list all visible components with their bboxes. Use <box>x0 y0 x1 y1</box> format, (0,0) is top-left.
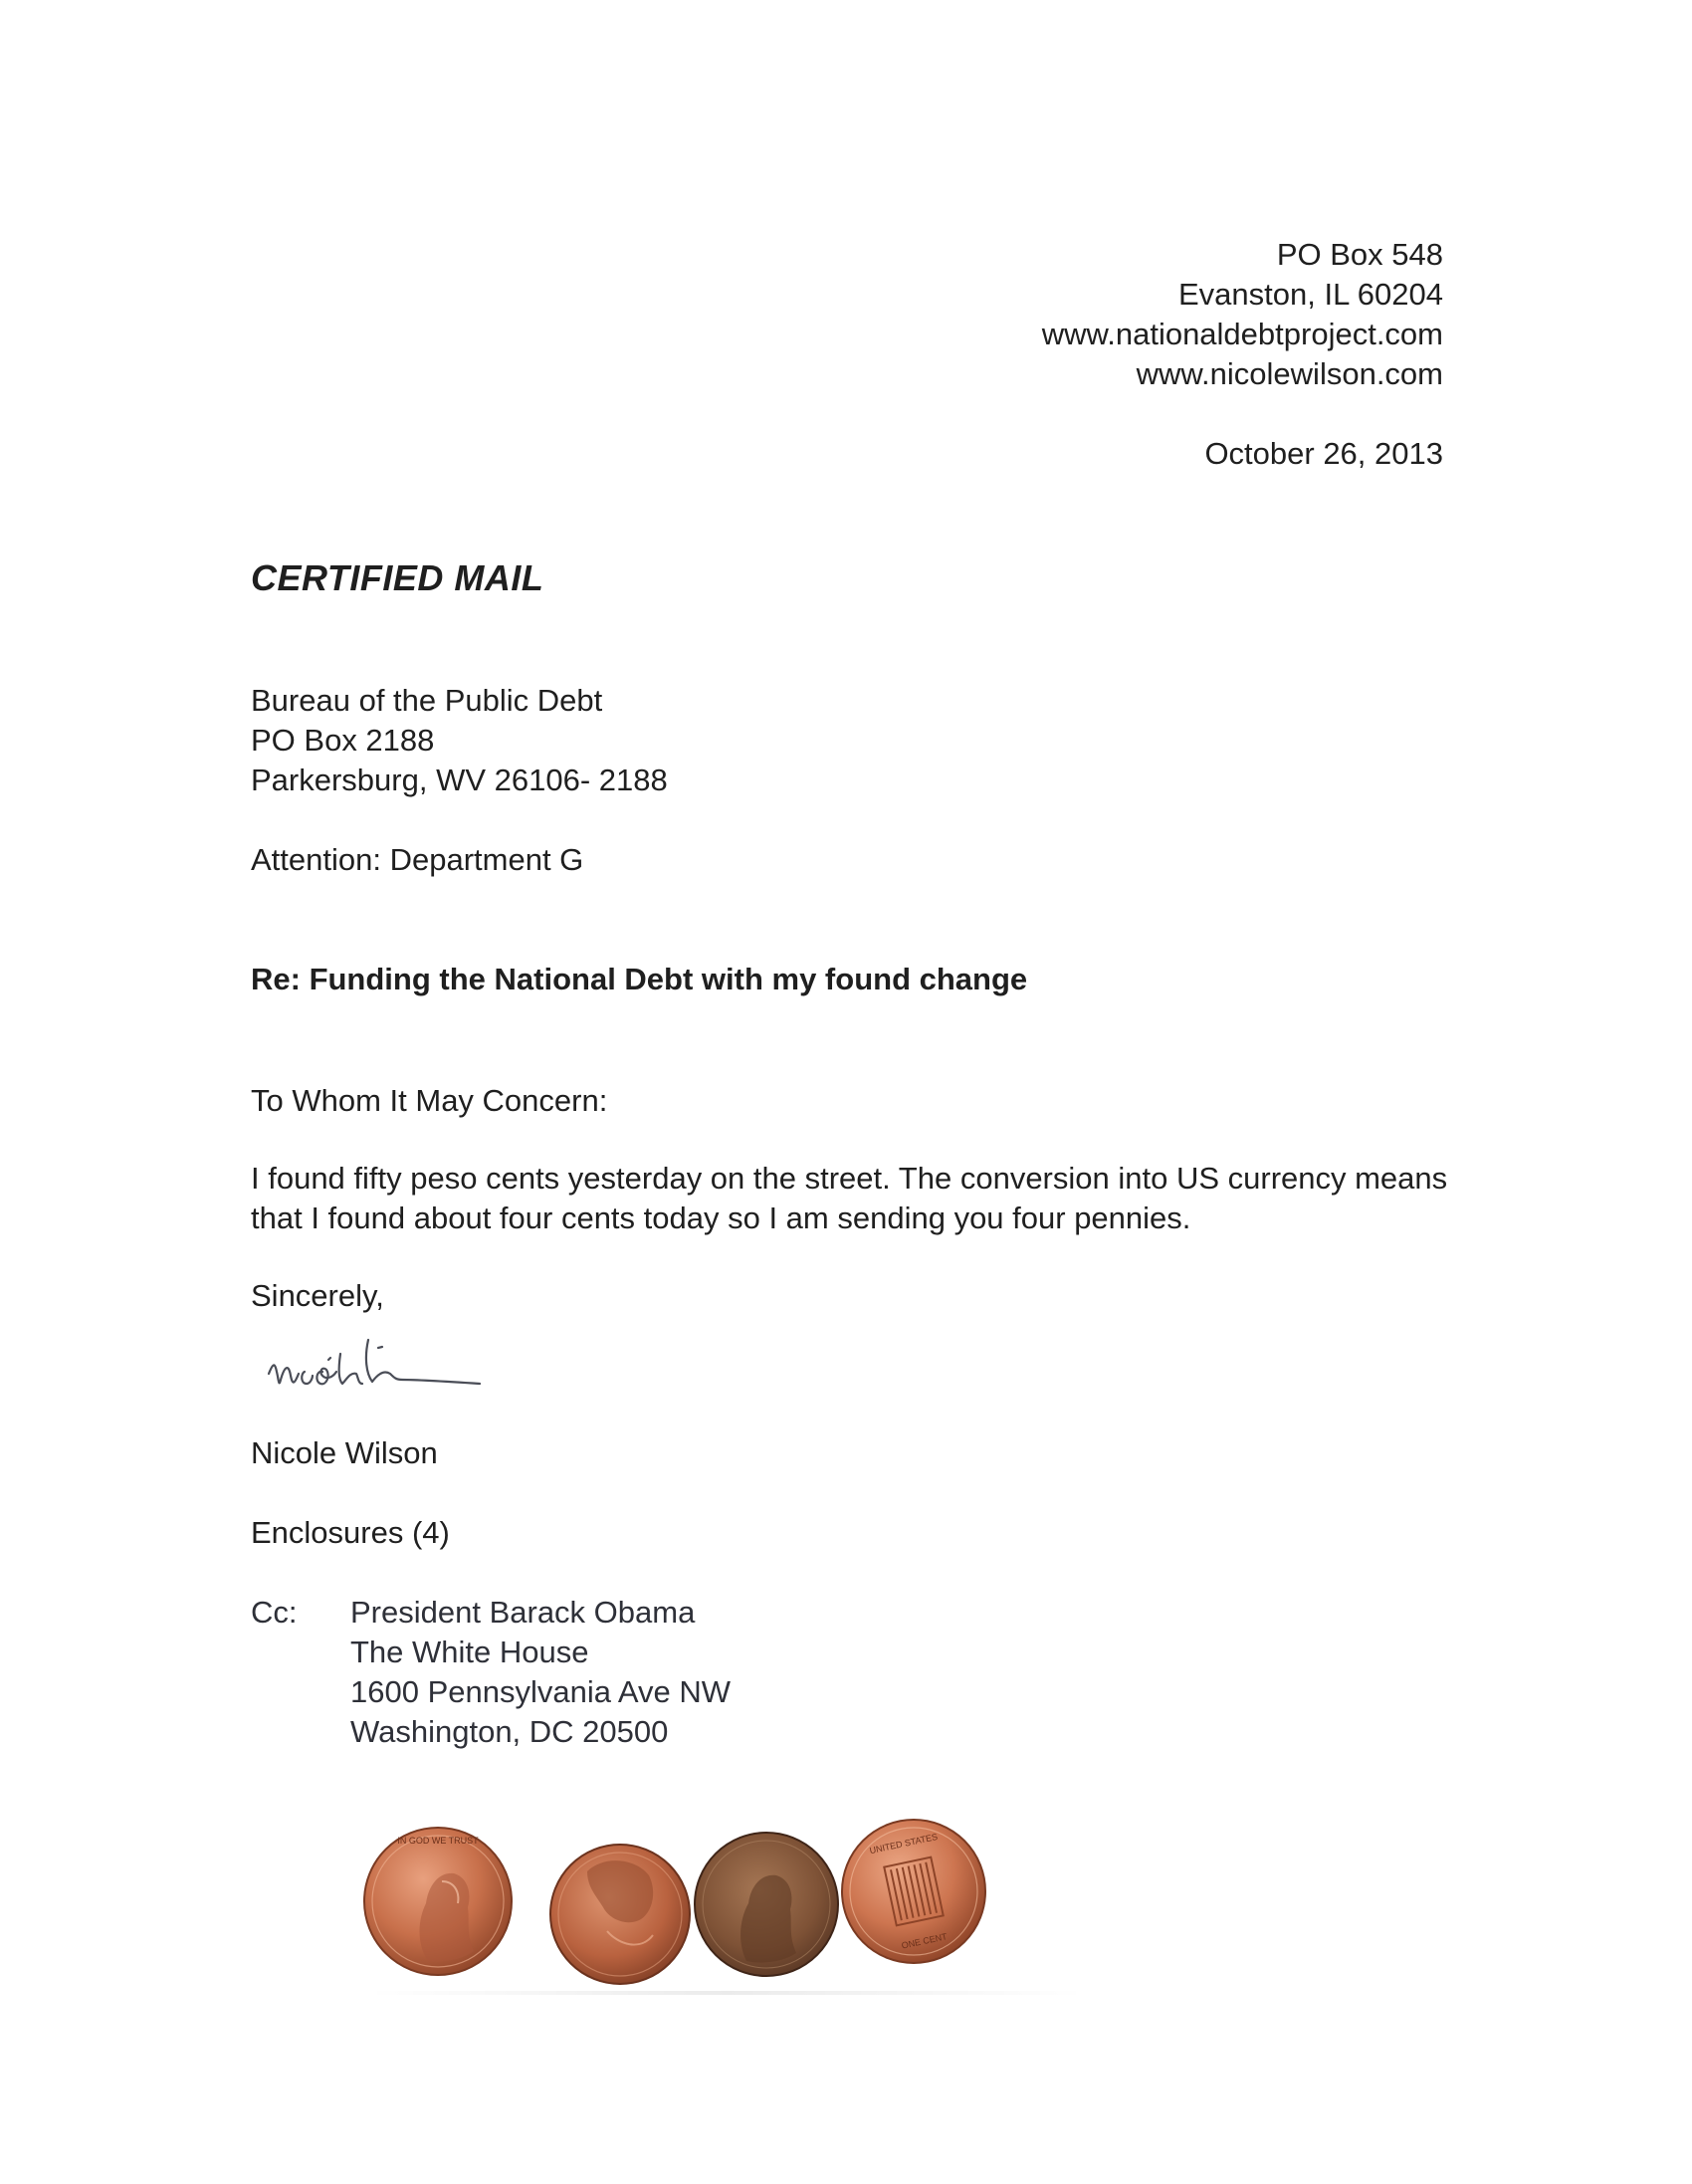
cc-label: Cc: <box>251 1595 298 1630</box>
cc-line-2: The White House <box>350 1635 589 1669</box>
subject-line: Re: Funding the National Debt with my found change <box>251 962 1028 996</box>
recipient-address-line-1: PO Box 2188 <box>251 723 435 758</box>
sender-address-block <box>1042 235 1443 394</box>
enclosed-pennies <box>358 1812 1115 2011</box>
attention-line: Attention: Department G <box>251 842 584 877</box>
sender-address-line-2: Evanston, IL 60204 <box>1178 277 1443 312</box>
sender-address-line-1: PO Box 548 <box>1276 237 1443 272</box>
penny-obverse-rotated-icon <box>550 1845 690 1984</box>
cc-line-1: President Barack Obama <box>350 1595 696 1630</box>
salutation: To Whom It May Concern: <box>251 1083 608 1118</box>
cc-address <box>350 1593 731 1752</box>
cc-line-3: 1600 Pennsylvania Ave NW <box>350 1674 731 1709</box>
sender-website-2: www.nicolewilson.com <box>1136 356 1443 391</box>
signer-name: Nicole Wilson <box>251 1435 438 1470</box>
recipient-name: Bureau of the Public Debt <box>251 683 603 718</box>
letter-body: I found fifty peso cents yesterday on the street. The conversion into US currency means that I found about four cents today so I am sending you four pennies. <box>251 1161 1448 1235</box>
enclosures-line: Enclosures (4) <box>251 1515 450 1550</box>
closing: Sincerely, <box>251 1278 384 1313</box>
recipient-address-line-2: Parkersburg, WV 26106- 2188 <box>251 763 668 797</box>
delivery-method: CERTIFIED MAIL <box>251 557 544 598</box>
cc-line-4: Washington, DC 20500 <box>350 1714 669 1749</box>
sender-website-1: www.nationaldebtproject.com <box>1041 317 1443 351</box>
svg-text:UNITED STATES: UNITED STATES <box>868 1831 939 1856</box>
svg-text:IN GOD WE TRUST: IN GOD WE TRUST <box>397 1836 479 1846</box>
svg-text:ONE CENT: ONE CENT <box>900 1931 949 1951</box>
penny-worn-icon <box>695 1833 838 1976</box>
recipient-address-block <box>251 681 668 800</box>
handwritten-signature-icon <box>261 1314 599 1414</box>
penny-reverse-icon <box>842 1820 985 1963</box>
penny-obverse-icon <box>364 1828 512 1975</box>
letter-date: October 26, 2013 <box>1204 436 1443 471</box>
